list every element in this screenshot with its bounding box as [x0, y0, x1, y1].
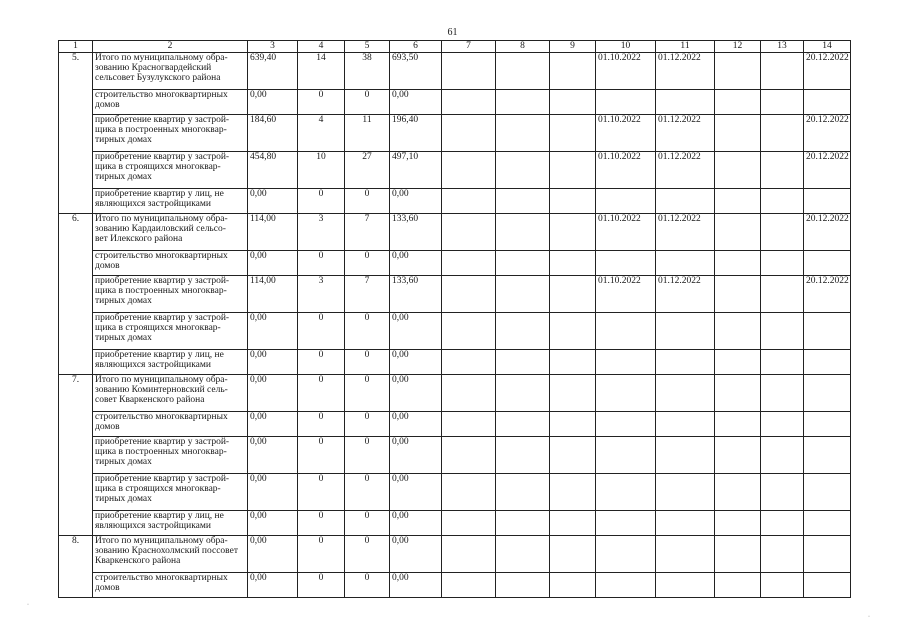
cell-col-4: 14 [298, 53, 345, 90]
cell-col-13 [761, 573, 804, 598]
cell-col-6: 196,40 [390, 115, 442, 152]
column-header: 12 [715, 41, 761, 53]
cell-col-9 [550, 350, 596, 375]
cell-col-3: 0,00 [248, 189, 298, 214]
table-row [59, 189, 851, 214]
table-row [59, 152, 851, 189]
cell-col-12 [715, 90, 761, 115]
cell-col-11: 01.12.2022 [656, 276, 715, 313]
scan-speck: · [27, 602, 29, 608]
cell-col-10 [596, 313, 656, 350]
cell-col-5: 7 [345, 214, 390, 251]
cell-col-10: 01.10.2022 [596, 214, 656, 251]
item-name: строительство многоквартирных домов [93, 251, 248, 276]
cell-col-7 [442, 90, 496, 115]
cell-col-8 [496, 474, 550, 511]
cell-col-10: 01.10.2022 [596, 276, 656, 313]
row-number: 6. [59, 214, 93, 375]
cell-col-13 [761, 375, 804, 412]
cell-col-6: 693,50 [390, 53, 442, 90]
table-row [59, 437, 851, 474]
cell-col-11 [656, 251, 715, 276]
cell-col-3: 0,00 [248, 573, 298, 598]
item-name: приобретение квартир у лиц, не являющихся застройщиками [93, 350, 248, 375]
cell-col-11 [656, 573, 715, 598]
cell-col-7 [442, 412, 496, 437]
cell-col-6: 133,60 [390, 214, 442, 251]
cell-col-13 [761, 115, 804, 152]
cell-col-7 [442, 437, 496, 474]
table-row [59, 313, 851, 350]
table-row [59, 276, 851, 313]
cell-col-3: 0,00 [248, 437, 298, 474]
table-row-total [59, 536, 851, 573]
cell-col-5: 11 [345, 115, 390, 152]
cell-col-4: 0 [298, 189, 345, 214]
cell-col-3: 0,00 [248, 313, 298, 350]
cell-col-9 [550, 412, 596, 437]
cell-col-4: 0 [298, 437, 345, 474]
cell-col-9 [550, 214, 596, 251]
cell-col-9 [550, 53, 596, 90]
cell-col-4: 0 [298, 412, 345, 437]
table-row [59, 511, 851, 536]
cell-col-5: 0 [345, 251, 390, 276]
cell-col-4: 0 [298, 350, 345, 375]
cell-col-8 [496, 152, 550, 189]
cell-col-5: 0 [345, 573, 390, 598]
cell-col-14 [804, 375, 851, 412]
cell-col-3: 114,00 [248, 276, 298, 313]
cell-col-12 [715, 115, 761, 152]
cell-col-9 [550, 90, 596, 115]
cell-col-4: 0 [298, 90, 345, 115]
column-header: 10 [596, 41, 656, 53]
cell-col-10 [596, 536, 656, 573]
cell-col-3: 0,00 [248, 350, 298, 375]
table-row-total [59, 375, 851, 412]
cell-col-5: 7 [345, 276, 390, 313]
cell-col-14 [804, 90, 851, 115]
row-number: 5. [59, 53, 93, 214]
table-row-total [59, 214, 851, 251]
cell-col-8 [496, 53, 550, 90]
cell-col-6: 0,00 [390, 189, 442, 214]
cell-col-3: 0,00 [248, 511, 298, 536]
cell-col-3: 114,00 [248, 214, 298, 251]
cell-col-12 [715, 350, 761, 375]
cell-col-7 [442, 152, 496, 189]
table-row [59, 573, 851, 598]
cell-col-5: 0 [345, 90, 390, 115]
cell-col-14: 20.12.2022 [804, 214, 851, 251]
column-header: 14 [804, 41, 851, 53]
row-number: 8. [59, 536, 93, 598]
table-row [59, 474, 851, 511]
cell-col-11: 01.12.2022 [656, 214, 715, 251]
row-number: 7. [59, 375, 93, 536]
cell-col-11 [656, 350, 715, 375]
cell-col-5: 0 [345, 189, 390, 214]
cell-col-13 [761, 53, 804, 90]
cell-col-4: 0 [298, 536, 345, 573]
cell-col-3: 0,00 [248, 474, 298, 511]
cell-col-12 [715, 573, 761, 598]
column-header: 9 [550, 41, 596, 53]
cell-col-13 [761, 313, 804, 350]
cell-col-9 [550, 573, 596, 598]
cell-col-9 [550, 474, 596, 511]
cell-col-9 [550, 189, 596, 214]
cell-col-9 [550, 251, 596, 276]
cell-col-14 [804, 189, 851, 214]
cell-col-4: 0 [298, 251, 345, 276]
cell-col-6: 0,00 [390, 573, 442, 598]
cell-col-4: 10 [298, 152, 345, 189]
cell-col-4: 0 [298, 313, 345, 350]
cell-col-10 [596, 251, 656, 276]
cell-col-3: 454,80 [248, 152, 298, 189]
item-name: строительство многоквартирных домов [93, 573, 248, 598]
cell-col-7 [442, 350, 496, 375]
cell-col-11 [656, 313, 715, 350]
cell-col-11 [656, 412, 715, 437]
cell-col-7 [442, 474, 496, 511]
cell-col-13 [761, 251, 804, 276]
cell-col-13 [761, 276, 804, 313]
cell-col-8 [496, 90, 550, 115]
item-name: Итого по муниципальному обра- зованию Красногвардейский сельсовет Бузулукского района [93, 53, 248, 90]
cell-col-14: 20.12.2022 [804, 152, 851, 189]
column-header: 13 [761, 41, 804, 53]
cell-col-4: 0 [298, 375, 345, 412]
cell-col-3: 639,40 [248, 53, 298, 90]
item-name: приобретение квартир у застрой- щика в построенных многоквар- тирных домах [93, 276, 248, 313]
cell-col-8 [496, 437, 550, 474]
cell-col-8 [496, 536, 550, 573]
cell-col-6: 0,00 [390, 251, 442, 276]
cell-col-3: 0,00 [248, 412, 298, 437]
cell-col-5: 0 [345, 375, 390, 412]
cell-col-12 [715, 375, 761, 412]
cell-col-7 [442, 313, 496, 350]
item-name: приобретение квартир у лиц, не являющихся застройщиками [93, 189, 248, 214]
cell-col-7 [442, 115, 496, 152]
item-name: приобретение квартир у застрой- щика в строящихся многоквар- тирных домах [93, 152, 248, 189]
item-name: Итого по муниципальному обра- зованию Коминтерновский сель- совет Кваркенского района [93, 375, 248, 412]
cell-col-13 [761, 214, 804, 251]
column-number-row [59, 41, 851, 53]
column-header: 4 [298, 41, 345, 53]
column-header: 5 [345, 41, 390, 53]
cell-col-7 [442, 511, 496, 536]
cell-col-8 [496, 189, 550, 214]
cell-col-10 [596, 474, 656, 511]
cell-col-11 [656, 511, 715, 536]
cell-col-14: 20.12.2022 [804, 276, 851, 313]
cell-col-14 [804, 536, 851, 573]
cell-col-4: 4 [298, 115, 345, 152]
cell-col-12 [715, 251, 761, 276]
cell-col-8 [496, 375, 550, 412]
cell-col-14: 20.12.2022 [804, 53, 851, 90]
cell-col-10 [596, 375, 656, 412]
item-name: Итого по муниципальному обра- зованию Кардаиловский сельсо- вет Илекского района [93, 214, 248, 251]
cell-col-9 [550, 152, 596, 189]
cell-col-6: 0,00 [390, 90, 442, 115]
table-row [59, 350, 851, 375]
cell-col-4: 0 [298, 573, 345, 598]
cell-col-5: 0 [345, 412, 390, 437]
cell-col-6: 0,00 [390, 511, 442, 536]
table-row [59, 90, 851, 115]
cell-col-11 [656, 90, 715, 115]
cell-col-8 [496, 350, 550, 375]
cell-col-14 [804, 313, 851, 350]
cell-col-10 [596, 573, 656, 598]
cell-col-12 [715, 437, 761, 474]
cell-col-12 [715, 511, 761, 536]
cell-col-10: 01.10.2022 [596, 152, 656, 189]
cell-col-7 [442, 214, 496, 251]
table-row [59, 412, 851, 437]
table-body [59, 53, 851, 598]
cell-col-6: 497,10 [390, 152, 442, 189]
item-name: приобретение квартир у застрой- щика в построенных многоквар- тирных домах [93, 437, 248, 474]
cell-col-6: 0,00 [390, 437, 442, 474]
cell-col-8 [496, 276, 550, 313]
item-name: Итого по муниципальному обра- зованию Краснохолмский поссовет Кваркенского района [93, 536, 248, 573]
cell-col-9 [550, 375, 596, 412]
cell-col-12 [715, 276, 761, 313]
cell-col-7 [442, 536, 496, 573]
item-name: приобретение квартир у застрой- щика в строящихся многоквар- тирных домах [93, 474, 248, 511]
cell-col-12 [715, 214, 761, 251]
cell-col-3: 0,00 [248, 251, 298, 276]
cell-col-12 [715, 536, 761, 573]
column-header: 8 [496, 41, 550, 53]
cell-col-6: 0,00 [390, 412, 442, 437]
cell-col-10 [596, 412, 656, 437]
cell-col-12 [715, 313, 761, 350]
cell-col-13 [761, 412, 804, 437]
cell-col-13 [761, 152, 804, 189]
cell-col-5: 0 [345, 536, 390, 573]
cell-col-13 [761, 90, 804, 115]
column-header: 1 [59, 41, 93, 53]
column-header: 6 [390, 41, 442, 53]
cell-col-4: 0 [298, 511, 345, 536]
table-row [59, 251, 851, 276]
cell-col-9 [550, 115, 596, 152]
cell-col-12 [715, 474, 761, 511]
cell-col-4: 0 [298, 474, 345, 511]
cell-col-14 [804, 437, 851, 474]
cell-col-11 [656, 474, 715, 511]
cell-col-12 [715, 152, 761, 189]
cell-col-6: 0,00 [390, 313, 442, 350]
cell-col-14 [804, 511, 851, 536]
cell-col-13 [761, 536, 804, 573]
cell-col-11 [656, 189, 715, 214]
cell-col-13 [761, 474, 804, 511]
cell-col-9 [550, 276, 596, 313]
item-name: строительство многоквартирных домов [93, 412, 248, 437]
column-header: 2 [93, 41, 248, 53]
cell-col-6: 0,00 [390, 375, 442, 412]
cell-col-10 [596, 437, 656, 474]
cell-col-7 [442, 276, 496, 313]
cell-col-13 [761, 511, 804, 536]
cell-col-8 [496, 214, 550, 251]
cell-col-10: 01.10.2022 [596, 53, 656, 90]
column-header: 7 [442, 41, 496, 53]
item-name: приобретение квартир у застрой- щика в построенных многоквар- тирных домах [93, 115, 248, 152]
cell-col-4: 3 [298, 214, 345, 251]
cell-col-11: 01.12.2022 [656, 115, 715, 152]
cell-col-14 [804, 251, 851, 276]
cell-col-11 [656, 437, 715, 474]
column-header: 11 [656, 41, 715, 53]
table-row [59, 115, 851, 152]
cell-col-3: 0,00 [248, 90, 298, 115]
cell-col-4: 3 [298, 276, 345, 313]
housing-program-table [58, 40, 851, 598]
cell-col-13 [761, 437, 804, 474]
cell-col-5: 0 [345, 474, 390, 511]
cell-col-13 [761, 189, 804, 214]
cell-col-13 [761, 350, 804, 375]
cell-col-3: 0,00 [248, 536, 298, 573]
item-name: строительство многоквартирных домов [93, 90, 248, 115]
cell-col-7 [442, 375, 496, 412]
cell-col-14 [804, 412, 851, 437]
cell-col-8 [496, 313, 550, 350]
cell-col-9 [550, 437, 596, 474]
cell-col-3: 0,00 [248, 375, 298, 412]
cell-col-14 [804, 573, 851, 598]
cell-col-5: 0 [345, 350, 390, 375]
cell-col-5: 0 [345, 511, 390, 536]
cell-col-8 [496, 511, 550, 536]
cell-col-5: 38 [345, 53, 390, 90]
cell-col-11: 01.12.2022 [656, 53, 715, 90]
cell-col-11 [656, 375, 715, 412]
cell-col-7 [442, 251, 496, 276]
cell-col-12 [715, 189, 761, 214]
cell-col-9 [550, 313, 596, 350]
cell-col-5: 0 [345, 313, 390, 350]
cell-col-7 [442, 189, 496, 214]
cell-col-7 [442, 573, 496, 598]
cell-col-7 [442, 53, 496, 90]
table-row-total [59, 53, 851, 90]
cell-col-11: 01.12.2022 [656, 152, 715, 189]
cell-col-12 [715, 412, 761, 437]
column-header: 3 [248, 41, 298, 53]
cell-col-8 [496, 573, 550, 598]
cell-col-6: 0,00 [390, 350, 442, 375]
cell-col-10 [596, 189, 656, 214]
cell-col-10: 01.10.2022 [596, 115, 656, 152]
cell-col-10 [596, 350, 656, 375]
scan-speck: · [868, 614, 870, 620]
cell-col-6: 0,00 [390, 474, 442, 511]
cell-col-14 [804, 474, 851, 511]
cell-col-14: 20.12.2022 [804, 115, 851, 152]
cell-col-5: 0 [345, 437, 390, 474]
cell-col-11 [656, 536, 715, 573]
cell-col-10 [596, 90, 656, 115]
cell-col-3: 184,60 [248, 115, 298, 152]
cell-col-8 [496, 115, 550, 152]
item-name: приобретение квартир у застрой- щика в строящихся многоквар- тирных домах [93, 313, 248, 350]
cell-col-8 [496, 251, 550, 276]
cell-col-10 [596, 511, 656, 536]
cell-col-12 [715, 53, 761, 90]
item-name: приобретение квартир у лиц, не являющихся застройщиками [93, 511, 248, 536]
cell-col-6: 0,00 [390, 536, 442, 573]
cell-col-9 [550, 536, 596, 573]
cell-col-14 [804, 350, 851, 375]
page-number: 61 [447, 27, 458, 38]
cell-col-8 [496, 412, 550, 437]
cell-col-5: 27 [345, 152, 390, 189]
cell-col-9 [550, 511, 596, 536]
cell-col-6: 133,60 [390, 276, 442, 313]
